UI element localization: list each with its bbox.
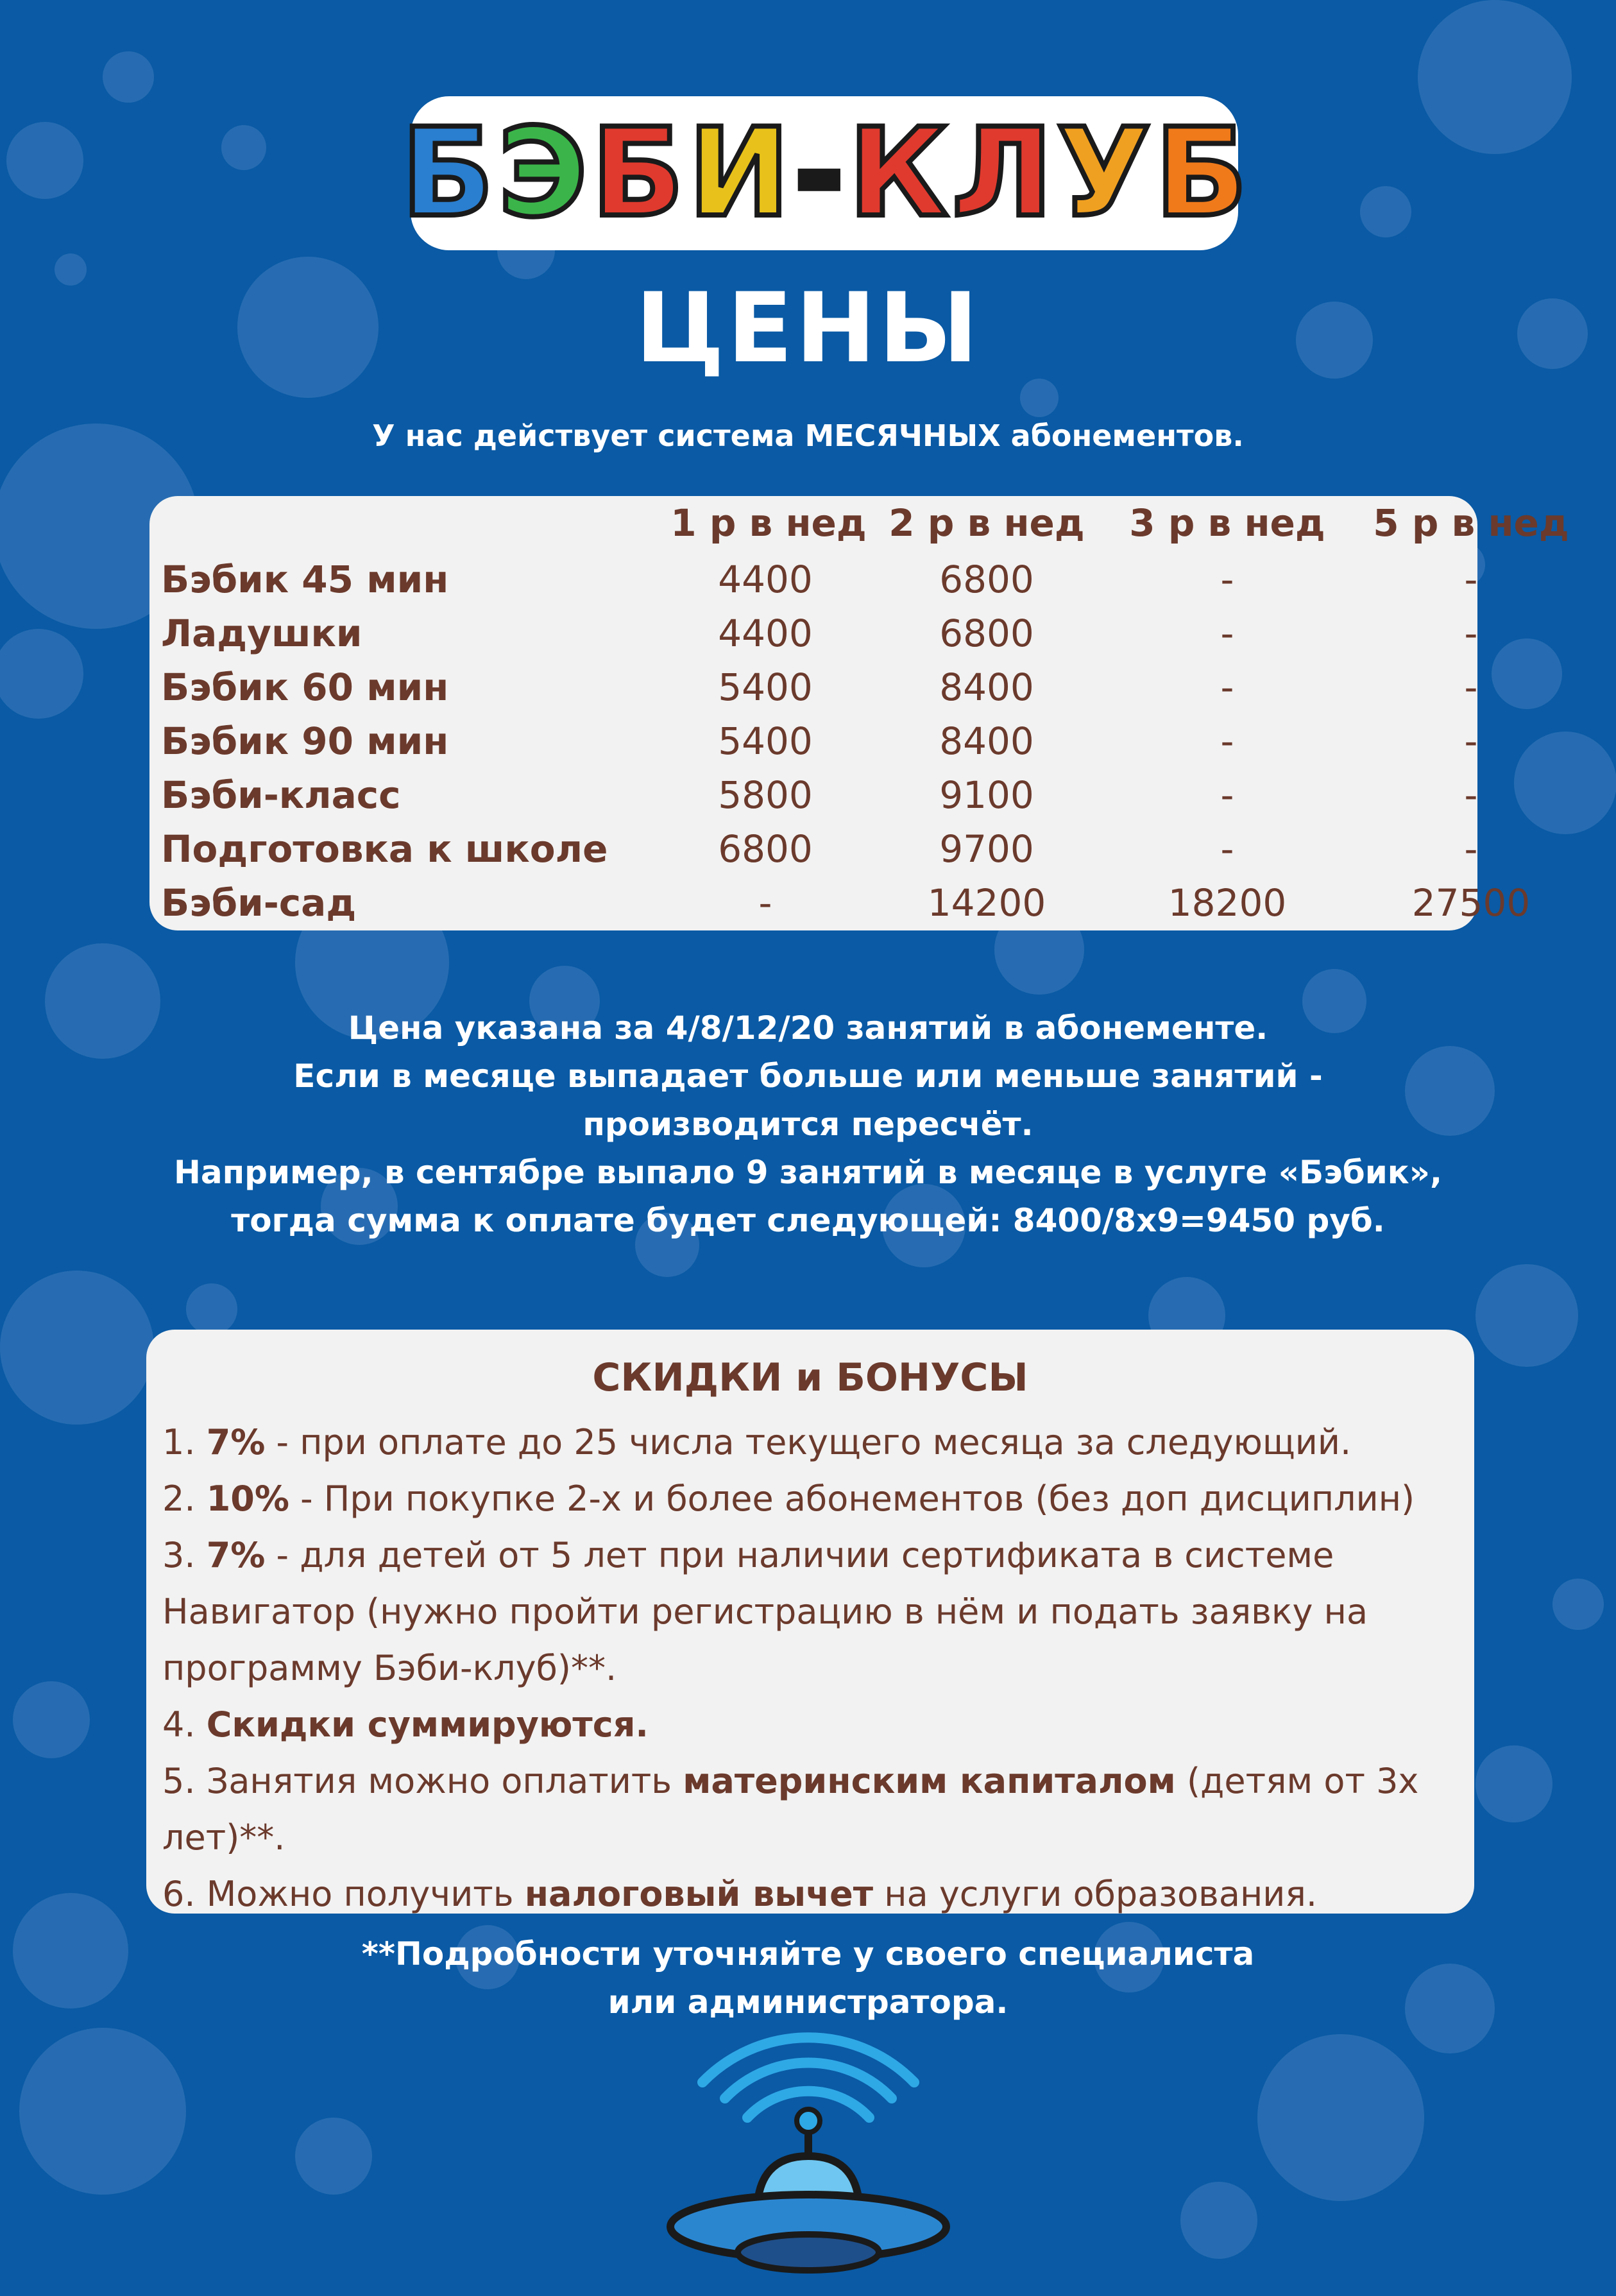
- discount-text: - для детей от 5 лет при наличии сертификата в системе Навигатор (нужно пройти регистрацию в нём и подать заявку на программу Бэби-клуб)**.: [162, 1535, 1368, 1688]
- footnote-line: или администратора.: [608, 1983, 1008, 2021]
- discount-item: [162, 1471, 1471, 1527]
- price-row: [149, 714, 1477, 768]
- price-value: 14200: [927, 881, 1046, 925]
- service-name: Подготовка к школе: [161, 827, 608, 871]
- logo-glyph: -: [794, 102, 845, 244]
- price-value: 5400: [718, 665, 813, 709]
- price-column-header: 1 р в нед: [670, 501, 867, 545]
- discount-text: Занятия можно оплатить: [195, 1761, 683, 1801]
- price-value: -: [1220, 665, 1234, 709]
- note-line: Цена указана за 4/8/12/20 занятий в абонементе.: [348, 1009, 1268, 1047]
- logo-glyph: И: [688, 102, 790, 244]
- discount-item: [162, 1527, 1471, 1697]
- price-value: -: [1464, 773, 1478, 817]
- logo-glyph: У: [1057, 102, 1151, 244]
- price-value: -: [1464, 719, 1478, 763]
- page-subtitle: У нас действует система МЕСЯЧНЫХ абонементов.: [372, 418, 1244, 453]
- price-value: 6800: [939, 558, 1034, 601]
- discount-text: Можно получить: [195, 1874, 525, 1914]
- discount-item: [162, 1866, 1471, 1923]
- price-value: 4400: [718, 558, 813, 601]
- note-line: тогда сумма к оплате будет следующей: 8400/8х9=9450 руб.: [231, 1202, 1385, 1239]
- price-row: [149, 822, 1477, 876]
- price-value: 8400: [939, 665, 1034, 709]
- price-value: -: [1464, 827, 1478, 871]
- discount-text: на услуги образования.: [873, 1874, 1318, 1914]
- note-line: Если в месяце выпадает больше или меньше занятий -: [293, 1058, 1323, 1095]
- discount-number: 1.: [162, 1422, 196, 1462]
- price-value: 5800: [718, 773, 813, 817]
- discount-highlight: налоговый вычет: [524, 1874, 874, 1914]
- discounts-card: [146, 1330, 1474, 1914]
- price-value: 8400: [939, 719, 1034, 763]
- discount-highlight: Скидки суммируются.: [206, 1704, 649, 1745]
- price-value: 6800: [939, 612, 1034, 655]
- price-value: 9100: [939, 773, 1034, 817]
- discount-highlight: 7%: [206, 1535, 266, 1575]
- price-value: -: [1220, 773, 1234, 817]
- price-value: 27500: [1411, 881, 1531, 925]
- service-name: Бэбик 45 мин: [161, 558, 449, 601]
- logo-glyph: К: [848, 102, 948, 244]
- discount-number: 4.: [162, 1704, 196, 1745]
- price-note: [0, 1004, 1616, 1245]
- service-name: Ладушки: [161, 612, 362, 655]
- logo-glyph: Б: [591, 102, 685, 244]
- price-value: -: [758, 881, 772, 925]
- discount-number: 3.: [162, 1535, 196, 1575]
- discount-text: - при оплате до 25 числа текущего месяца за следующий.: [265, 1422, 1352, 1462]
- discounts-title: СКИДКИ и БОНУСЫ: [592, 1355, 1028, 1400]
- price-table-card: [149, 496, 1569, 930]
- price-column-header: 5 р в нед: [1373, 501, 1569, 545]
- logo: [401, 96, 1248, 250]
- service-name: Бэби-класс: [161, 773, 401, 817]
- price-value: -: [1464, 612, 1478, 655]
- note-line: производится пересчёт.: [583, 1106, 1033, 1143]
- discount-highlight: 7%: [206, 1422, 266, 1462]
- discount-number: 5.: [162, 1761, 196, 1801]
- discount-text: - При покупке 2-х и более абонементов (без доп дисциплин): [289, 1478, 1415, 1519]
- discount-item: [162, 1414, 1471, 1471]
- price-value: -: [1220, 558, 1234, 601]
- discount-item: [162, 1753, 1471, 1866]
- price-value: 5400: [718, 719, 813, 763]
- page-title: ЦЕНЫ: [635, 273, 981, 384]
- price-value: 18200: [1168, 881, 1287, 925]
- price-value: 9700: [939, 827, 1034, 871]
- price-row: [149, 660, 1477, 714]
- footnote: [0, 1930, 1616, 2026]
- note-line: Например, в сентябре выпало 9 занятий в месяце в услуге «Бэбик»,: [174, 1154, 1442, 1191]
- price-value: -: [1220, 719, 1234, 763]
- price-value: 4400: [718, 612, 813, 655]
- discounts-list: [162, 1414, 1471, 1923]
- price-row: [149, 553, 1477, 606]
- discount-highlight: 10%: [206, 1478, 289, 1519]
- discount-text: (детям от 3х лет)**.: [162, 1761, 1419, 1858]
- price-row: [149, 768, 1477, 822]
- discount-number: 6.: [162, 1874, 196, 1914]
- logo-glyphs: [401, 96, 1248, 250]
- price-value: -: [1220, 827, 1234, 871]
- price-table-header: [149, 496, 1569, 550]
- logo-glyph: Э: [498, 102, 588, 244]
- service-name: Бэбик 90 мин: [161, 719, 449, 763]
- price-column-header: 3 р в нед: [1129, 501, 1325, 545]
- logo-glyph: Б: [1154, 102, 1248, 244]
- logo-glyph: Б: [401, 102, 495, 244]
- service-name: Бэбик 60 мин: [161, 665, 449, 709]
- logo-glyph: Л: [951, 102, 1053, 244]
- price-value: 6800: [718, 827, 813, 871]
- price-value: -: [1220, 612, 1234, 655]
- price-value: -: [1464, 558, 1478, 601]
- discount-item: [162, 1697, 1471, 1753]
- ufo-icon: [648, 2021, 969, 2291]
- discount-highlight: материнским капиталом: [683, 1761, 1176, 1801]
- price-row: [149, 876, 1531, 930]
- discount-number: 2.: [162, 1478, 196, 1519]
- price-value: -: [1464, 665, 1478, 709]
- footnote-line: **Подробности уточняйте у своего специалиста: [361, 1935, 1255, 1973]
- price-column-header: 2 р в нед: [889, 501, 1085, 545]
- price-row: [149, 606, 1477, 660]
- service-name: Бэби-сад: [161, 881, 357, 925]
